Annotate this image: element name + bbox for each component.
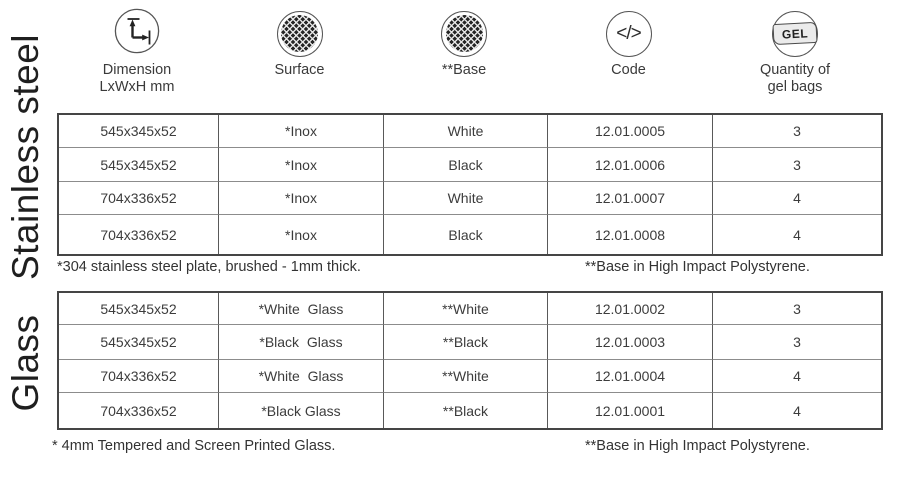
- table-cell: 545x345x52: [59, 148, 219, 182]
- column-header-dimension: [57, 5, 217, 96]
- column-label-surface: Surface: [274, 62, 325, 78]
- table-cell: 545x345x52: [59, 115, 219, 148]
- table-cell: **Black: [384, 393, 548, 428]
- table-cell: 12.01.0002: [548, 293, 713, 325]
- table-cell: *Black Glass: [219, 393, 384, 428]
- table-cell: 12.01.0007: [548, 182, 713, 215]
- base-icon: [441, 11, 487, 57]
- footnote-glass-base: **Base in High Impact Polystyrene.: [585, 438, 810, 454]
- table-cell: *Black Glass: [219, 325, 384, 360]
- table-cell: 545x345x52: [59, 325, 219, 360]
- table-cell: **White: [384, 360, 548, 393]
- table-cell: 4: [793, 402, 801, 419]
- column-header-gel-bags: [711, 5, 879, 96]
- table-cell: White: [384, 115, 548, 148]
- code-icon: </>: [606, 11, 652, 57]
- table-cell: 12.01.0006: [548, 148, 713, 182]
- table-cell: *Inox: [219, 148, 384, 182]
- table-cell: 704x336x52: [59, 182, 219, 215]
- column-label-base: **Base: [441, 62, 487, 78]
- glass-table: [57, 291, 883, 430]
- stainless-steel-table: [57, 113, 883, 256]
- table-cell: 3: [713, 325, 881, 360]
- column-label-gel-bags: Quantity of: [759, 62, 831, 78]
- footnote-steel-plate: *304 stainless steel plate, brushed - 1mm thick.: [57, 259, 361, 275]
- table-cell: 12.01.0001: [548, 393, 713, 428]
- column-header-surface: [217, 5, 382, 96]
- column-label-gel-bags-2: gel bags: [767, 79, 823, 95]
- table-cell: 704x336x52: [59, 393, 219, 428]
- table-cell: *Inox: [219, 182, 384, 215]
- column-label-code: Code: [611, 62, 646, 78]
- table-cell: 4: [713, 182, 881, 215]
- surface-icon: [277, 11, 323, 57]
- table-cell: 704x336x52: [59, 215, 219, 254]
- table-cell: **Black: [384, 325, 548, 360]
- footnote-steel-base: **Base in High Impact Polystyrene.: [585, 259, 810, 275]
- table-cell: 12.01.0008: [548, 215, 713, 254]
- table-cell: *White Glass: [219, 293, 384, 325]
- table-cell: *Inox: [219, 215, 384, 254]
- column-header-code: [546, 5, 711, 96]
- section-label-stainless-steel: Stainless steel: [5, 33, 46, 281]
- table-cell: White: [384, 182, 548, 215]
- footnote-glass-spec: * 4mm Tempered and Screen Printed Glass.: [52, 438, 336, 454]
- column-label-dimension-units: LxWxH mm: [99, 79, 175, 95]
- table-cell: 12.01.0005: [548, 115, 713, 148]
- table-cell: 3: [713, 293, 881, 325]
- table-cell: 3: [713, 115, 881, 148]
- column-header-base: [382, 5, 546, 96]
- table-cell: 545x345x52: [59, 293, 219, 325]
- table-cell: *White Glass: [219, 360, 384, 393]
- table-cell: 4: [713, 360, 881, 393]
- table-cell: *Inox: [219, 115, 384, 148]
- section-label-glass: Glass: [5, 314, 46, 412]
- table-cell: Black: [384, 148, 548, 182]
- column-header-row: [57, 5, 879, 96]
- table-cell: 12.01.0003: [548, 325, 713, 360]
- table-cell: **White: [384, 293, 548, 325]
- table-cell: 704x336x52: [59, 360, 219, 393]
- column-label-dimension: Dimension: [102, 62, 172, 78]
- table-cell: 12.01.0004: [548, 360, 713, 393]
- table-cell: 3: [713, 148, 881, 182]
- table-cell: 4: [793, 226, 801, 243]
- gel-bag-icon: GEL: [772, 11, 818, 57]
- dimension-icon: [114, 8, 160, 59]
- table-cell: Black: [384, 215, 548, 254]
